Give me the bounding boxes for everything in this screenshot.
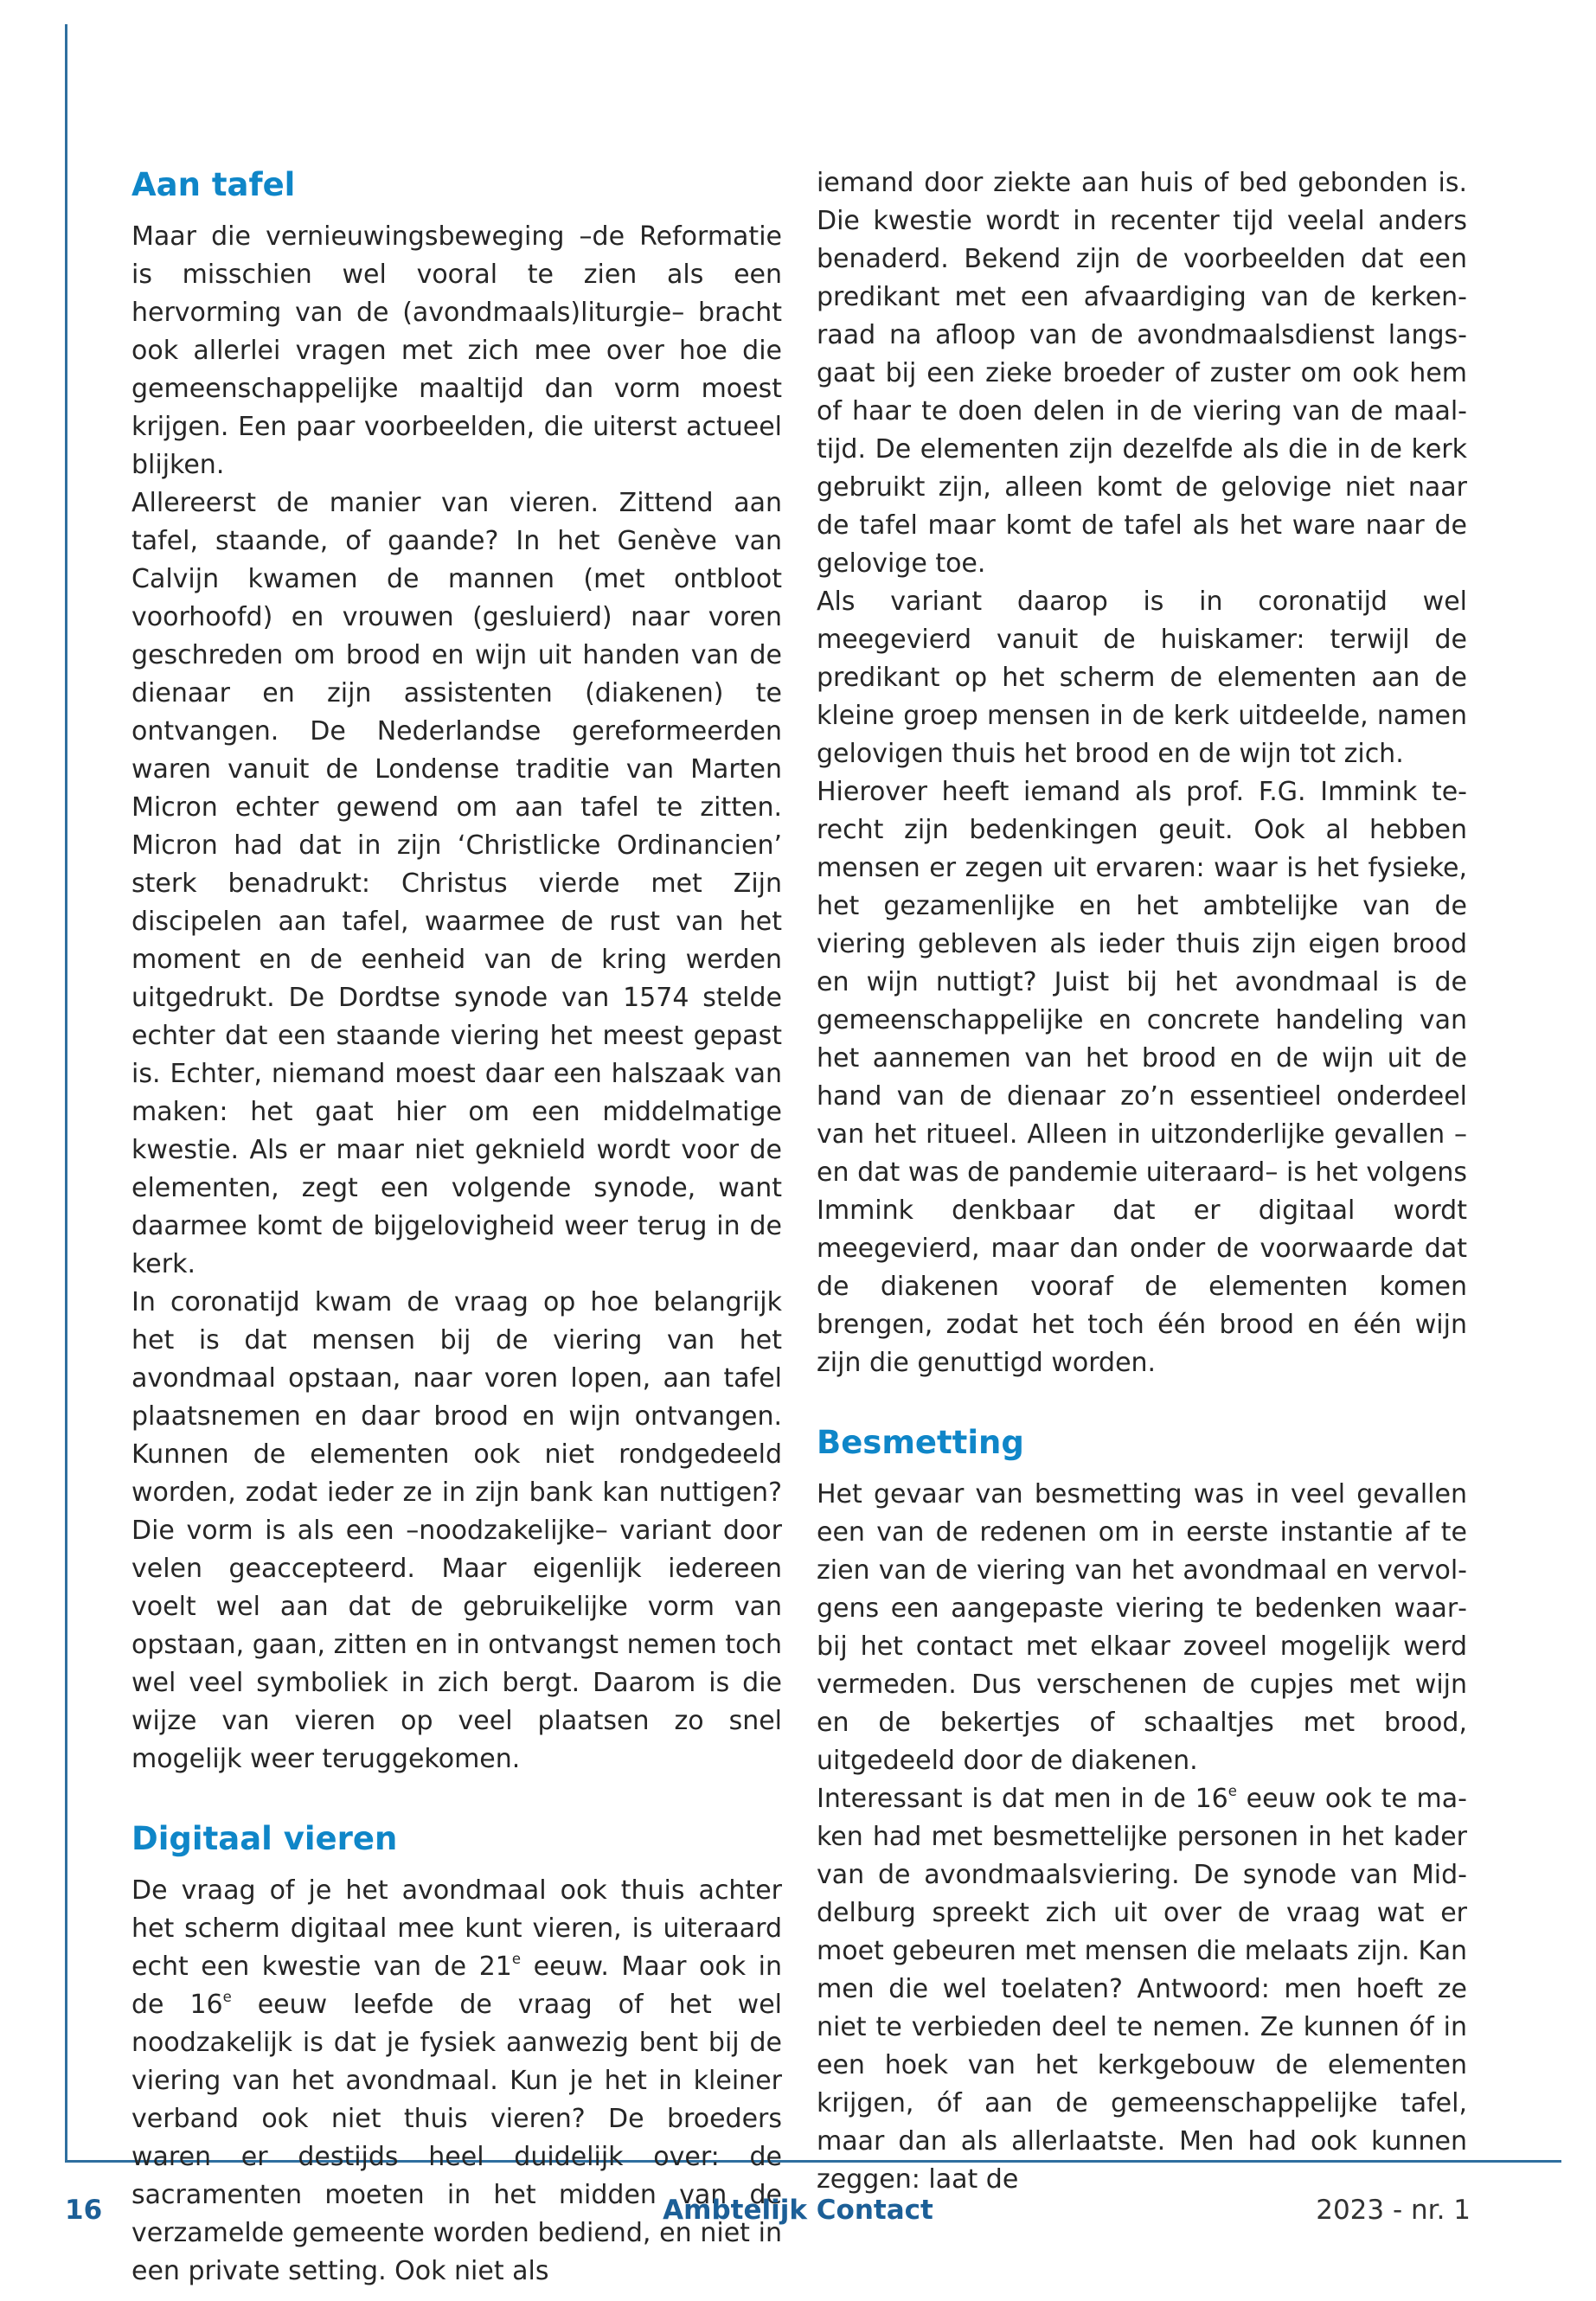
magazine-title: Ambtelijk Contact — [663, 2195, 933, 2226]
superscript: e — [222, 1988, 232, 2005]
superscript: e — [1227, 1782, 1237, 1799]
text-run: eeuw leefde de vraag of het wel noodzakelijk is dat je fysiek aanwezig bent bij de viering van het avondmaal. Kun je het in kleiner verband ook niet thuis vieren? De broeders waren er destijds heel duidelijk over: de sacramenten moeten in het midden van de verzamelde gemeente worden bediend, en niet in een private setting. Ook niet als — [131, 1990, 783, 2286]
paragraph: iemand door ziekte aan huis of bed gebonden is. Die kwestie wordt in recenter tijd veelal anders benaderd. Bekend zijn de voorbeelden dat een predikant met een afvaardiging van de kerkenraad na afloop van de avondmaalsdienst langsgaat bij een zieke broeder of zuster om ook hem of haar te doen delen in de viering van de maaltijd. De elementen zijn dezelfde als die in de kerk gebruikt zijn, alleen komt de gelovige niet naar de tafel maar komt de tafel als het ware naar de gelovige toe. — [817, 168, 1467, 579]
heading-digitaal-vieren: Digitaal vieren — [131, 1820, 398, 1857]
section-gap — [817, 1382, 1467, 1422]
text-run: Interessant is dat men in de 16 — [817, 1784, 1228, 1814]
page-number: 16 — [65, 2195, 103, 2226]
paragraph — [131, 1872, 782, 2291]
right-column — [817, 164, 1467, 2199]
paragraph: Maar die vernieuwingsbeweging –de Reformatie is misschien wel vooral te zien als een hervorming van de (avondmaals)liturgie– bracht ook allerlei vragen met zich mee over hoe die gemeenschappelijke maaltijd dan vorm moest krijgen. Een paar voorbeelden, die uiterst actueel blijken. — [131, 221, 782, 480]
paragraph: Allereerst de manier van vieren. Zittend aan tafel, staande, of gaande? In het Genève van Calvijn kwamen de mannen (met ontbloot voorhoofd) en vrouwen (gesluierd) naar voren geschreden om brood en wijn uit handen van de dienaar en zijn assistenten (diakenen) te ontvangen. De Nederlandse gereformeerden waren vanuit de Londense traditie van Marten Micron echter gewend om aan tafel te zitten. Micron had dat in zijn ‘Christlicke Ordinancien’ sterk benadrukt: Christus vierde met Zijn discipelen aan tafel, waarmee de rust van het moment en de eenheid van de kring werden uitgedrukt. De Dordtse synode van 1574 stelde echter dat een staande viering het meest gepast is. Echter, niemand moest daar een halszaak van maken: het gaat hier om een middelmatige kwestie. Als er maar niet geknield wordt voor de elementen, zegt een volgende synode, want daarmee komt de bijgelovigheid weer terug in de kerk. — [131, 488, 782, 1279]
issue-label: 2023 - nr. 1 — [1316, 2195, 1471, 2226]
superscript: e — [511, 1950, 522, 1967]
text-run: eeuw ook te maken had met besmettelijke personen in het kader van de avondmaalsviering. De synode van Middelburg spreekt zich uit over de vraag wat er moet gebeuren met mensen die melaats zijn. Kan men die wel toelaten? Antwoord: men hoeft ze niet te verbieden deel te nemen. Ze kunnen óf in een hoek van het kerkgebouw de elementen krijgen, óf aan de gemeenschappelijke tafel, maar dan als allerlaatste. Men had ook kunnen zeggen: laat de — [817, 1784, 1467, 2195]
heading-besmetting: Besmetting — [817, 1424, 1024, 1461]
paragraph: In coronatijd kwam de vraag op hoe belangrijk het is dat mensen bij de viering van het avondmaal opstaan, naar voren lopen, aan tafel plaatsnemen en daar brood en wijn ontvangen. Kunnen de elementen ook niet rondgedeeld worden, zodat ieder ze in zijn bank kan nuttigen? Die vorm is als een –noodzakelijke– variant door velen geaccepteerd. Maar eigenlijk iedereen voelt wel aan dat de gebruikelijke vorm van opstaan, gaan, zitten en in ontvangst nemen toch wel veel symboliek in zich bergt. Daarom is die wijze van vieren op veel plaatsen zo snel mogelijk weer teruggekomen. — [131, 1287, 782, 1774]
section-gap — [131, 1779, 782, 1818]
paragraph: Hierover heeft iemand als prof. F.G. Immink terecht zijn bedenkingen geuit. Ook al hebben mensen er zegen uit ervaren: waar is het fysieke, het gezamenlijke en het ambtelijke van de viering gebleven als ieder thuis zijn eigen brood en wijn nuttigt? Juist bij het avondmaal is de gemeenschappelijke en concrete handeling van het aannemen van het brood en de wijn uit de hand van de dienaar zo’n essentieel onderdeel van het ritueel. Alleen in uitzonderlijke gevallen –en dat was de pandemie uiteraard– is het volgens Immink denkbaar dat er digitaal wordt meegevierd, maar dan onder de voorwaarde dat de diakenen vooraf de elementen komen brengen, zodat het toch één brood en één wijn zijn die genuttigd worden. — [817, 777, 1467, 1378]
text-run: eeuw. Maar ook in de 16 — [131, 1952, 782, 2020]
left-margin-rule — [65, 24, 67, 2163]
left-column — [131, 164, 782, 2291]
heading-aan-tafel: Aan tafel — [131, 166, 296, 203]
paragraph: Het gevaar van besmetting was in veel gevallen een van de redenen om in eerste instantie af te zien van de viering van het avondmaal en vervolgens een aangepaste viering te bedenken waarbij het contact met elkaar zoveel mogelijk werd vermeden. Dus verschenen de cupjes met wijn en de bekertjes of schaaltjes met brood, uitgedeeld door de diakenen. — [817, 1479, 1467, 1776]
text-run: De vraag of je het avondmaal ook thuis achter het scherm digitaal mee kunt vieren, is uiteraard echt een kwestie van de 21 — [131, 1875, 782, 1982]
paragraph: Als variant daarop is in coronatijd wel meegevierd vanuit de huiskamer: terwijl de predikant op het scherm de elementen aan de kleine groep mensen in de kerk uitdeelde, namen gelovigen thuis het brood en de wijn tot zich. — [817, 586, 1467, 769]
paragraph — [817, 1780, 1467, 2199]
